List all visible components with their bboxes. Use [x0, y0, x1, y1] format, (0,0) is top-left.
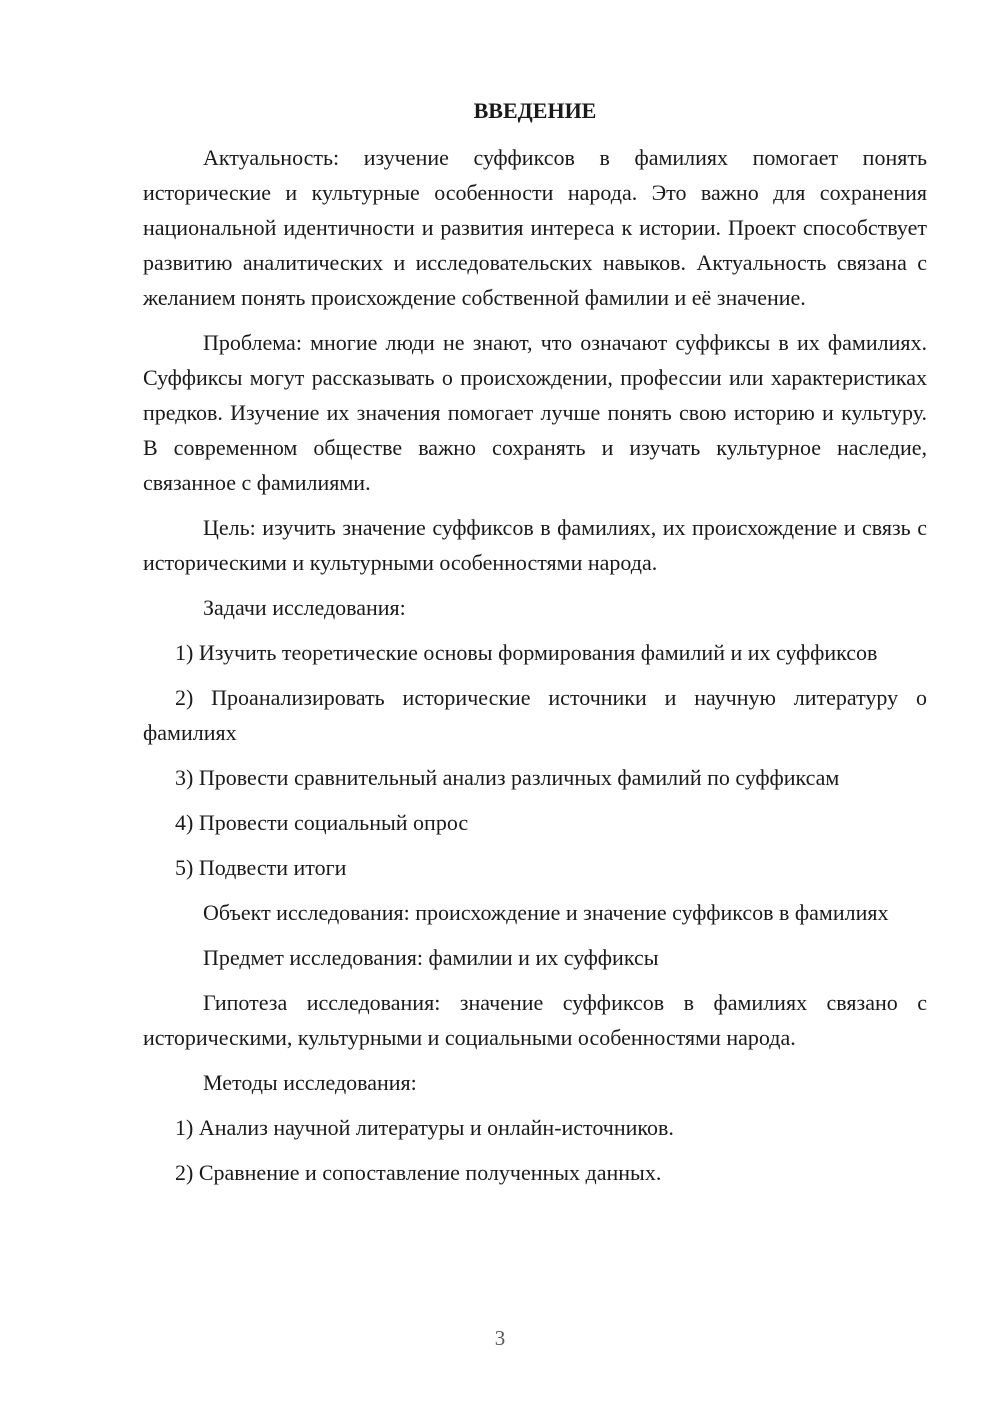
task-item-5: 5) Подвести итоги: [175, 855, 347, 880]
method-item-1: 1) Анализ научной литературы и онлайн-источников.: [175, 1115, 674, 1140]
document-page: [143, 96, 927, 1200]
relevance-paragraph: Актуальность: изучение суффиксов в фамилиях помогает понять исторические и культурные особенности народа. Это важно для сохранения национальной идентичности и развития интереса к истории. Проект способствует развитию аналитических и исследовательских навыков. Актуальность связана с желанием понять происхождение собственной фамилии и её значение.: [143, 145, 927, 310]
task-item-2: 2) Проанализировать исторические источники и научную литературу о фамилиях: [143, 685, 927, 745]
problem-paragraph: Проблема: многие люди не знают, что означают суффиксы в их фамилиях. Суффиксы могут рассказывать о происхождении, профессии или характеристиках предков. Изучение их значения помогает лучше понять свою историю и культуру. В современном обществе важно сохранять и изучать культурное наследие, связанное с фамилиями.: [143, 330, 927, 495]
task-item-1: 1) Изучить теоретические основы формирования фамилий и их суффиксов: [175, 640, 878, 665]
task-item-3: 3) Провести сравнительный анализ различных фамилий по суффиксам: [175, 765, 840, 790]
methods-heading: Методы исследования:: [203, 1070, 417, 1095]
tasks-heading: Задачи исследования:: [203, 595, 406, 620]
hypothesis-paragraph: Гипотеза исследования: значение суффиксов в фамилиях связано с историческими, культурными и социальными особенностями народа.: [143, 990, 927, 1050]
section-title: ВВЕДЕНИЕ: [473, 98, 597, 123]
subject-paragraph: Предмет исследования: фамилии и их суффиксы: [203, 945, 659, 970]
method-item-2: 2) Сравнение и сопоставление полученных данных.: [175, 1160, 662, 1185]
page-number: 3: [494, 1326, 506, 1350]
object-paragraph: Объект исследования: происхождение и значение суффиксов в фамилиях: [203, 900, 889, 925]
task-item-4: 4) Провести социальный опрос: [175, 810, 469, 835]
goal-paragraph: Цель: изучить значение суффиксов в фамилиях, их происхождение и связь с историческими и культурными особенностями народа.: [143, 515, 927, 575]
